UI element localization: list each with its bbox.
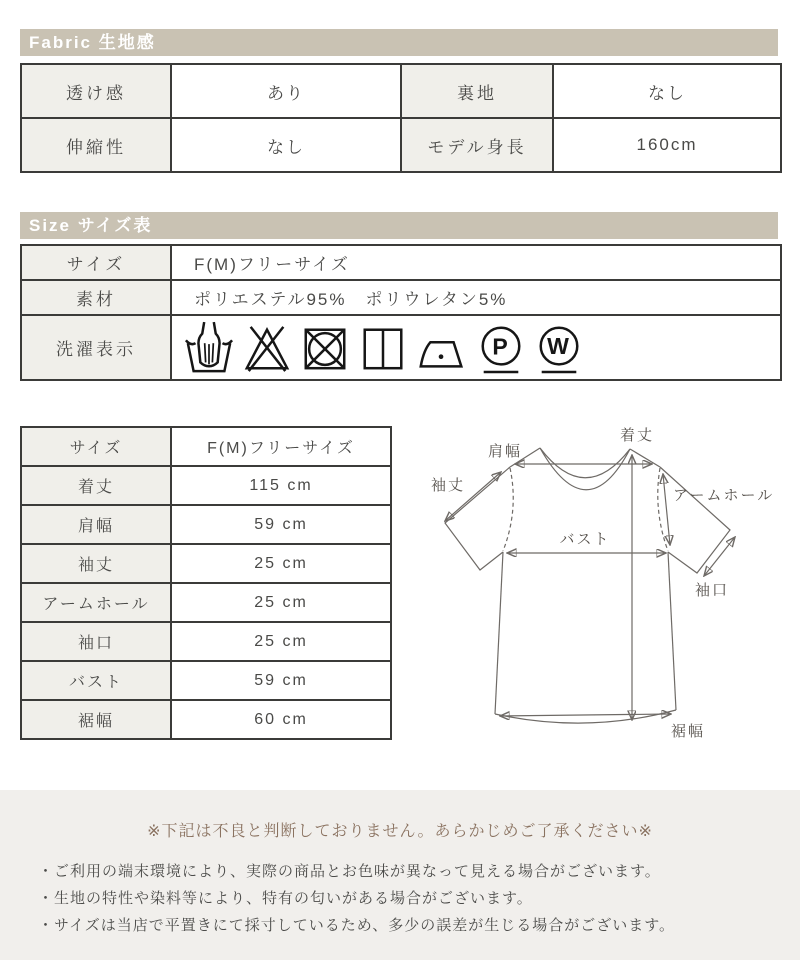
notice-bullet: ・サイズは当店で平置きにて採寸しているため、多少の誤差が生じる場合がございます。	[38, 917, 676, 934]
fabric-value-lining: なし	[553, 64, 781, 118]
table-row	[21, 315, 781, 380]
measure-value-sleeve: 25 cm	[171, 544, 391, 583]
fabric-section-header: Fabric 生地感	[20, 29, 778, 56]
table-row	[21, 427, 391, 466]
hand-wash-icon	[184, 320, 234, 376]
fabric-value-model-height: 160cm	[553, 118, 781, 172]
table-row	[21, 280, 781, 315]
care-symbols-row	[172, 320, 780, 376]
measure-value-hem: 60 cm	[171, 700, 391, 739]
svg-text:P: P	[492, 333, 510, 360]
notice-bullet: ・生地の特性や染料等により、特有の匂いがある場合がございます。	[38, 890, 533, 907]
measure-value-length: 115 cm	[171, 466, 391, 505]
diagram-label-shoulder: 肩幅	[487, 443, 523, 460]
measure-value-shoulder: 59 cm	[171, 505, 391, 544]
table-row	[21, 118, 781, 172]
table-row	[21, 64, 781, 118]
fabric-value-stretch: なし	[171, 118, 401, 172]
measure-value-armhole: 25 cm	[171, 583, 391, 622]
notice-bullets	[38, 858, 800, 939]
fabric-label-stretch: 伸縮性	[21, 118, 171, 172]
measure-value-cuff: 25 cm	[171, 622, 391, 661]
table-row	[21, 700, 391, 739]
svg-text:W: W	[547, 332, 571, 359]
measure-value-bust: 59 cm	[171, 661, 391, 700]
material-value: ポリエステル95% ポリウレタン5%	[171, 280, 781, 315]
measurements-table	[20, 426, 392, 740]
measure-label-bust: バスト	[21, 661, 171, 700]
table-row	[21, 622, 391, 661]
table-row	[21, 583, 391, 622]
do-not-tumble-dry-icon	[300, 320, 350, 376]
fabric-value-sheerness: あり	[171, 64, 401, 118]
diagram-label-bust: バスト	[559, 531, 611, 548]
measure-header-value: F(M)フリーサイズ	[171, 427, 391, 466]
do-not-bleach-icon	[242, 320, 292, 376]
garment-measurement-diagram	[405, 420, 800, 755]
fabric-label-sheerness: 透け感	[21, 64, 171, 118]
fabric-label-lining: 裏地	[401, 64, 553, 118]
size-label: サイズ	[21, 245, 171, 280]
table-row	[21, 466, 391, 505]
measure-label-cuff: 袖口	[21, 622, 171, 661]
line-dry-icon	[358, 320, 408, 376]
iron-low-icon	[416, 320, 468, 376]
fabric-info-table	[20, 63, 782, 173]
table-row	[21, 661, 391, 700]
measure-label-shoulder: 肩幅	[21, 505, 171, 544]
material-label: 素材	[21, 280, 171, 315]
care-label: 洗濯表示	[21, 315, 171, 380]
notice-section	[0, 790, 800, 960]
table-row	[21, 544, 391, 583]
measure-label-sleeve: 袖丈	[21, 544, 171, 583]
size-info-table	[20, 244, 782, 381]
notice-bullet: ・ご利用の端末環境により、実際の商品とお色味が異なって見える場合がございます。	[38, 863, 661, 880]
diagram-label-cuff: 袖口	[694, 582, 730, 599]
measure-label-length: 着丈	[21, 466, 171, 505]
dry-clean-p-icon	[476, 320, 526, 376]
table-row	[21, 505, 391, 544]
measure-label-armhole: アームホール	[21, 583, 171, 622]
diagram-label-armhole: アームホール	[673, 487, 775, 504]
notice-heading: ※下記は不良と判断しておりません。あらかじめご了承ください※	[147, 823, 653, 840]
size-section-header: Size サイズ表	[20, 212, 778, 239]
measure-header-label: サイズ	[21, 427, 171, 466]
size-value: F(M)フリーサイズ	[171, 245, 781, 280]
table-row	[21, 245, 781, 280]
fabric-label-model-height: モデル身長	[401, 118, 553, 172]
diagram-label-sleeve: 袖丈	[430, 477, 466, 494]
wet-clean-w-icon	[534, 320, 584, 376]
diagram-label-hem: 裾幅	[670, 723, 706, 740]
measure-label-hem: 裾幅	[21, 700, 171, 739]
diagram-label-length: 着丈	[619, 427, 655, 444]
